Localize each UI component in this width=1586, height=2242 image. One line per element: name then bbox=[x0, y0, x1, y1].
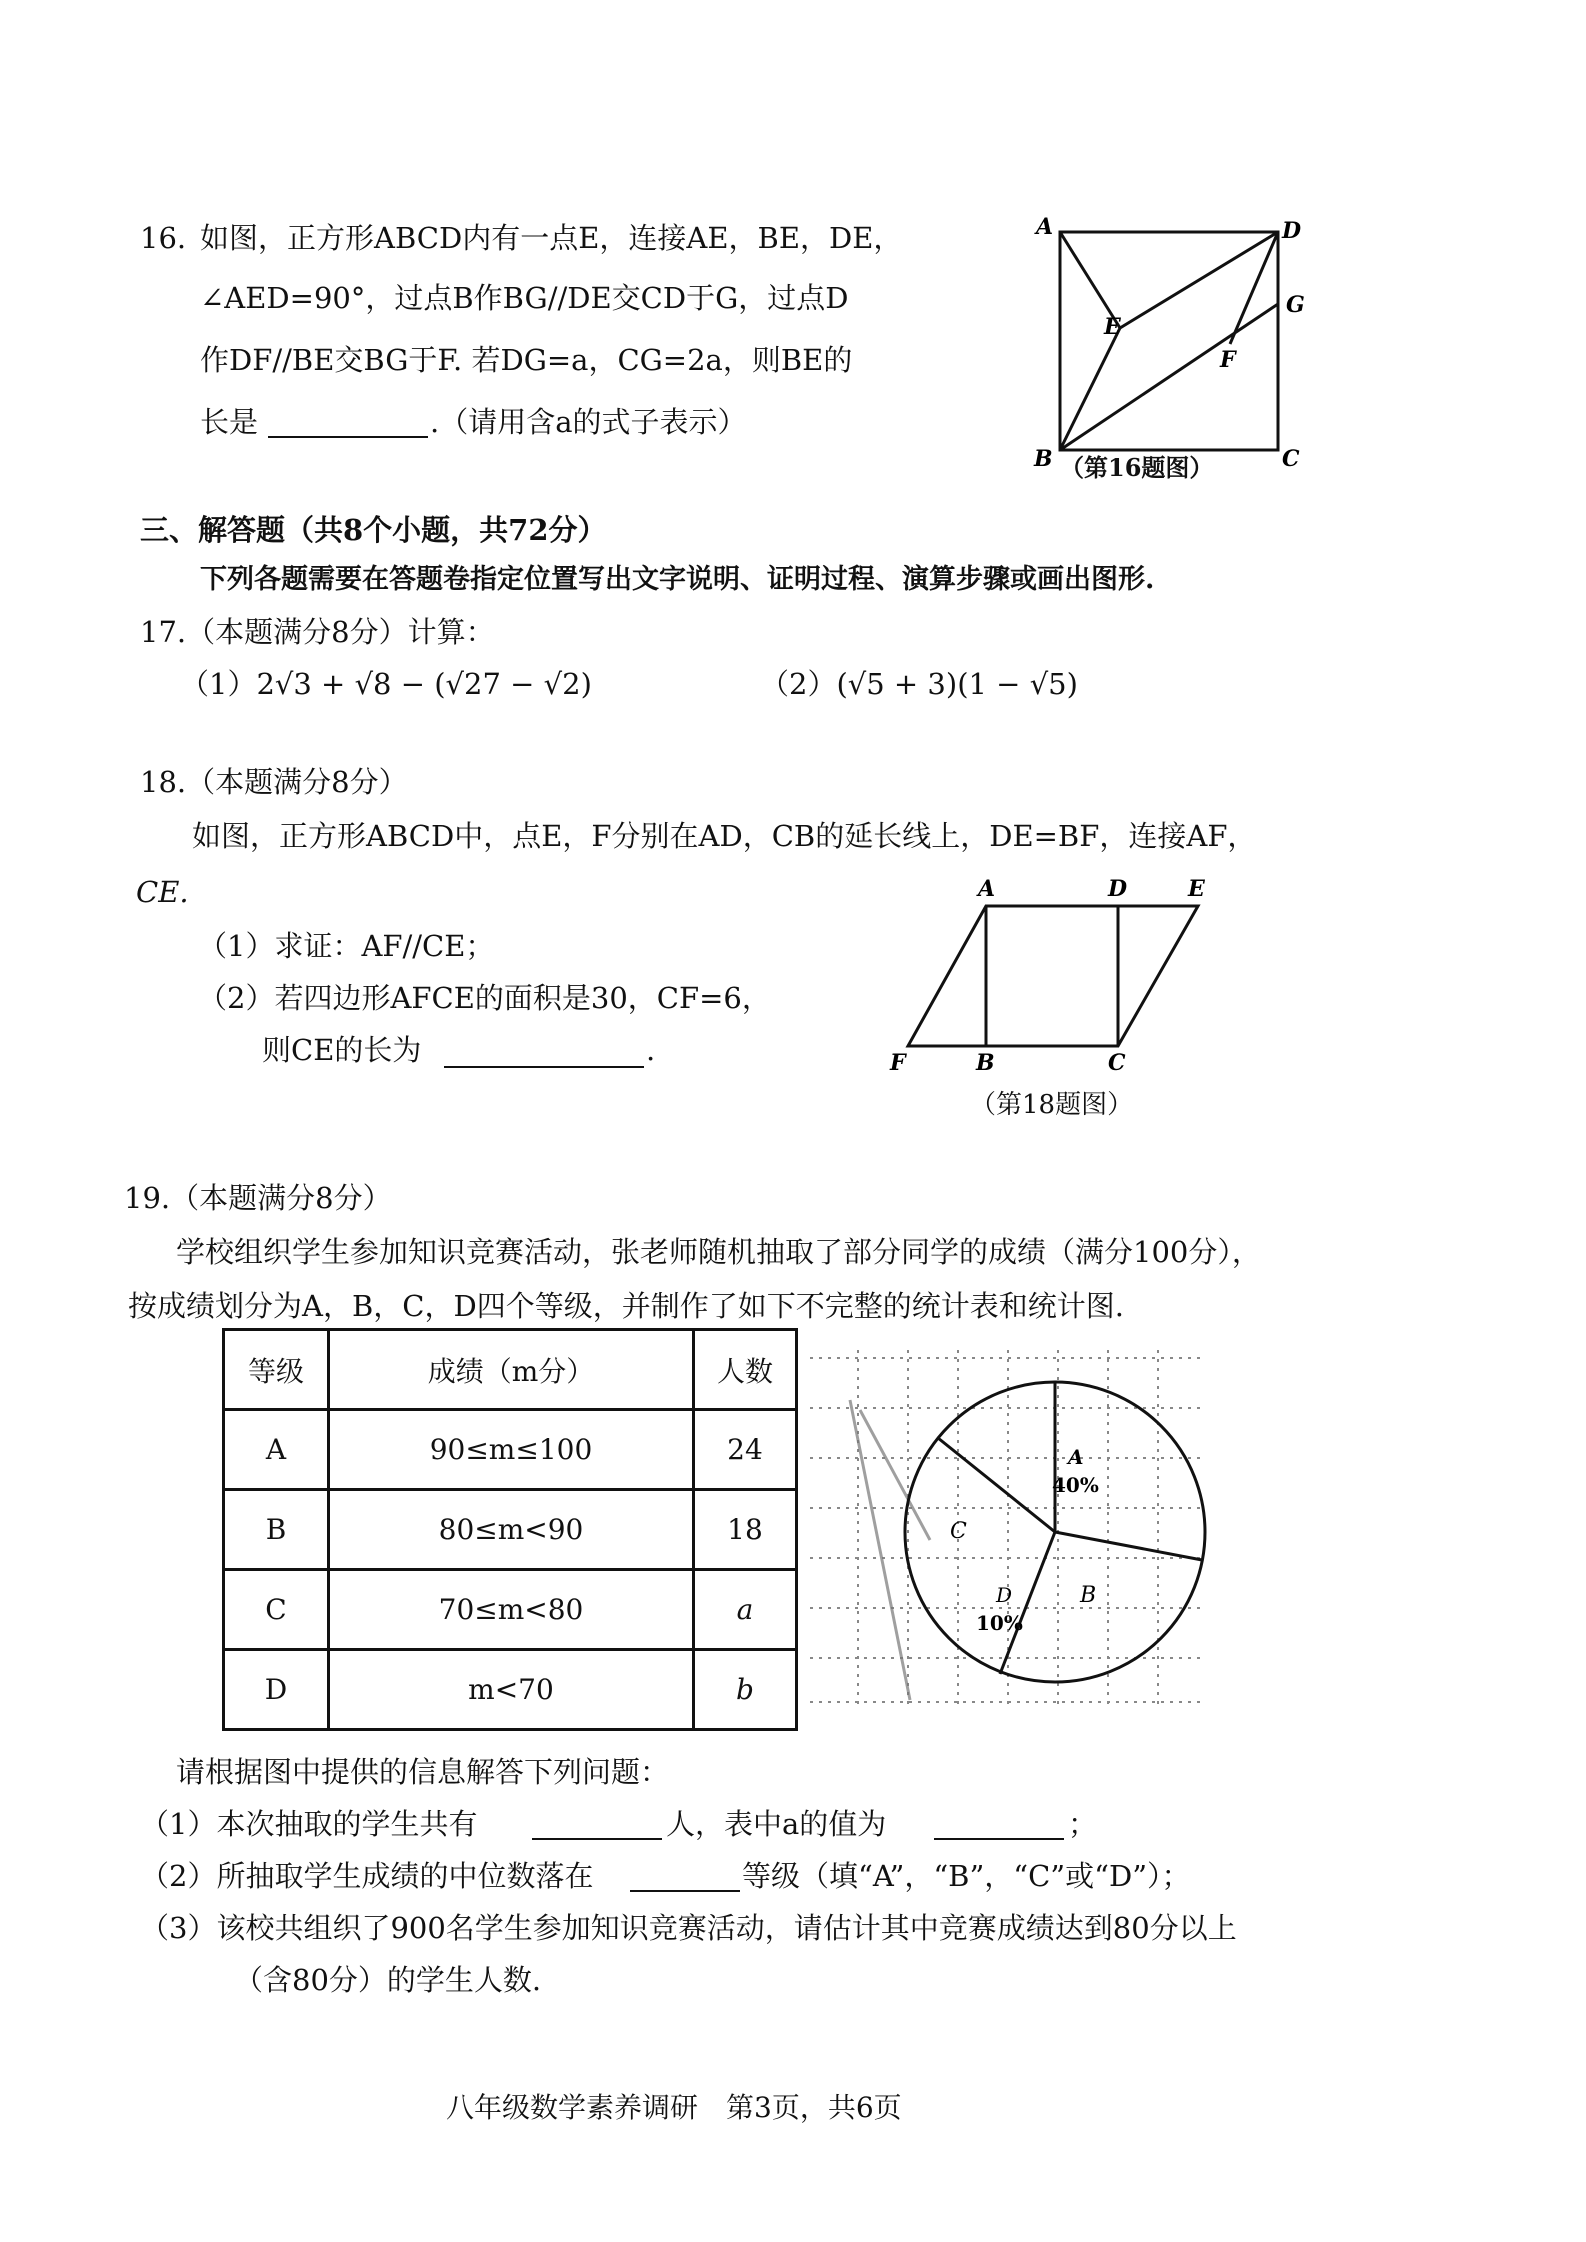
label-d: D bbox=[1282, 218, 1302, 244]
square-abcd bbox=[1060, 232, 1278, 450]
table-header-row bbox=[224, 1330, 797, 1410]
q16-line4-suffix: .（请用含a的式子表示） bbox=[430, 405, 747, 439]
pie-label-d: D bbox=[996, 1583, 1013, 1607]
table-cell: m<70 bbox=[329, 1650, 694, 1730]
q19-prompt: 请根据图中提供的信息解答下列问题： bbox=[176, 1755, 670, 1789]
label-d: D bbox=[1108, 876, 1128, 902]
table-header: 成绩（m分） bbox=[329, 1330, 694, 1410]
q19-blank-total bbox=[532, 1838, 662, 1840]
q18-part2: （2）若四边形AFCE的面积是30，CF=6， bbox=[198, 981, 771, 1015]
pie-label-b: B bbox=[1080, 1583, 1097, 1608]
q17-head: 17.（本题满分8分）计算： bbox=[140, 615, 495, 649]
q19-part1-suffix: ； bbox=[1068, 1807, 1098, 1841]
q17-part1: （1）2√3 + √8 − (√27 − √2) bbox=[180, 667, 592, 701]
section3-title: 三、解答题（共8个小题，共72分） bbox=[140, 513, 607, 547]
q16-line1: 如图，正方形ABCD内有一点E，连接AE，BE，DE， bbox=[200, 221, 903, 255]
q16-figure bbox=[1020, 210, 1320, 480]
q16-line2: ∠AED=90°，过点B作BG//DE交CD于G，过点D bbox=[200, 281, 849, 315]
label-f: F bbox=[890, 1050, 906, 1076]
q19-part3-line2: （含80分）的学生人数. bbox=[234, 1963, 542, 1997]
label-c: C bbox=[1282, 446, 1300, 472]
q16-number: 16. bbox=[140, 221, 187, 255]
pie-chart bbox=[800, 1340, 1220, 1720]
q18-stem2: CE. bbox=[136, 875, 189, 909]
page-footer: 八年级数学素养调研 第3页，共6页 bbox=[446, 2091, 902, 2124]
table-header: 人数 bbox=[694, 1330, 797, 1410]
label-b: B bbox=[1034, 446, 1053, 472]
q19-part2-suffix: 等级（填“A”，“B”，“C”或“D”）； bbox=[742, 1859, 1191, 1893]
label-e: E bbox=[1188, 876, 1205, 902]
grade-table bbox=[222, 1328, 798, 1731]
table-cell: 80≤m<90 bbox=[329, 1490, 694, 1570]
q19-part2-prefix: （2）所抽取学生成绩的中位数落在 bbox=[140, 1859, 594, 1893]
q16-line3: 作DF//BE交BG于F. 若DG=a，CG=2a，则BE的 bbox=[200, 343, 853, 377]
slice-divider bbox=[1055, 1532, 1202, 1560]
pie-pct-a: 40% bbox=[1052, 1473, 1099, 1497]
table-cell: b bbox=[694, 1650, 797, 1730]
label-e: E bbox=[1104, 314, 1121, 340]
q19-part1-prefix: （1）本次抽取的学生共有 bbox=[140, 1807, 478, 1841]
table-cell: 18 bbox=[694, 1490, 797, 1570]
pie-label-a: A bbox=[1068, 1445, 1084, 1469]
table-row bbox=[224, 1570, 797, 1650]
label-c: C bbox=[1108, 1050, 1126, 1076]
label-b: B bbox=[976, 1050, 995, 1076]
q17-part2: （2）(√5 + 3)(1 − √5) bbox=[760, 667, 1078, 701]
q18-part3-suffix: . bbox=[646, 1033, 656, 1067]
q18-head: 18.（本题满分8分） bbox=[140, 765, 408, 799]
q18-part1: （1）求证：AF//CE； bbox=[198, 929, 495, 963]
q19-head: 19.（本题满分8分） bbox=[124, 1181, 392, 1215]
table-cell: 24 bbox=[694, 1410, 797, 1490]
table-cell: 90≤m≤100 bbox=[329, 1410, 694, 1490]
table-cell: B bbox=[224, 1490, 329, 1570]
q19-stem2: 按成绩划分为A，B，C，D四个等级，并制作了如下不完整的统计表和统计图. bbox=[128, 1289, 1124, 1323]
q18-part3-prefix: 则CE的长为 bbox=[262, 1033, 422, 1067]
table-row bbox=[224, 1490, 797, 1570]
q19-blank-a bbox=[934, 1838, 1064, 1840]
table-cell: 70≤m<80 bbox=[329, 1570, 694, 1650]
table-cell: a bbox=[694, 1570, 797, 1650]
table-cell: A bbox=[224, 1410, 329, 1490]
label-g: G bbox=[1286, 292, 1305, 318]
pie-pct-d: 10% bbox=[976, 1611, 1023, 1635]
q19-part1-middle: 人，表中a的值为 bbox=[666, 1807, 887, 1841]
table-cell: C bbox=[224, 1570, 329, 1650]
q16-caption: （第16题图） bbox=[1060, 453, 1214, 482]
label-f: F bbox=[1220, 347, 1236, 373]
q18-stem1: 如图，正方形ABCD中，点E，F分别在AD，CB的延长线上，DE=BF，连接AF， bbox=[192, 819, 1257, 853]
table-header: 等级 bbox=[224, 1330, 329, 1410]
q18-answer-blank bbox=[444, 1066, 644, 1068]
pie-label-c: C bbox=[950, 1519, 967, 1544]
q19-part3-line1: （3）该校共组织了900名学生参加知识竞赛活动，请估计其中竞赛成绩达到80分以上 bbox=[140, 1911, 1237, 1945]
label-a: A bbox=[978, 876, 996, 902]
section3-instruction: 下列各题需要在答题卷指定位置写出文字说明、证明过程、演算步骤或画出图形. bbox=[200, 564, 1155, 595]
parallelogram-afce bbox=[908, 906, 1198, 1046]
q16-answer-blank bbox=[268, 436, 428, 438]
label-a: A bbox=[1036, 214, 1054, 240]
table-cell: D bbox=[224, 1650, 329, 1730]
slice-divider bbox=[938, 1438, 1055, 1532]
q19-stem1: 学校组织学生参加知识竞赛活动，张老师随机抽取了部分同学的成绩（满分100分）， bbox=[176, 1235, 1261, 1269]
q19-blank-median bbox=[630, 1890, 740, 1892]
q18-figure bbox=[880, 870, 1220, 1080]
table-row bbox=[224, 1650, 797, 1730]
table-row bbox=[224, 1410, 797, 1490]
q16-line4-prefix: 长是 bbox=[200, 405, 259, 439]
q18-caption: （第18题图） bbox=[970, 1090, 1134, 1120]
